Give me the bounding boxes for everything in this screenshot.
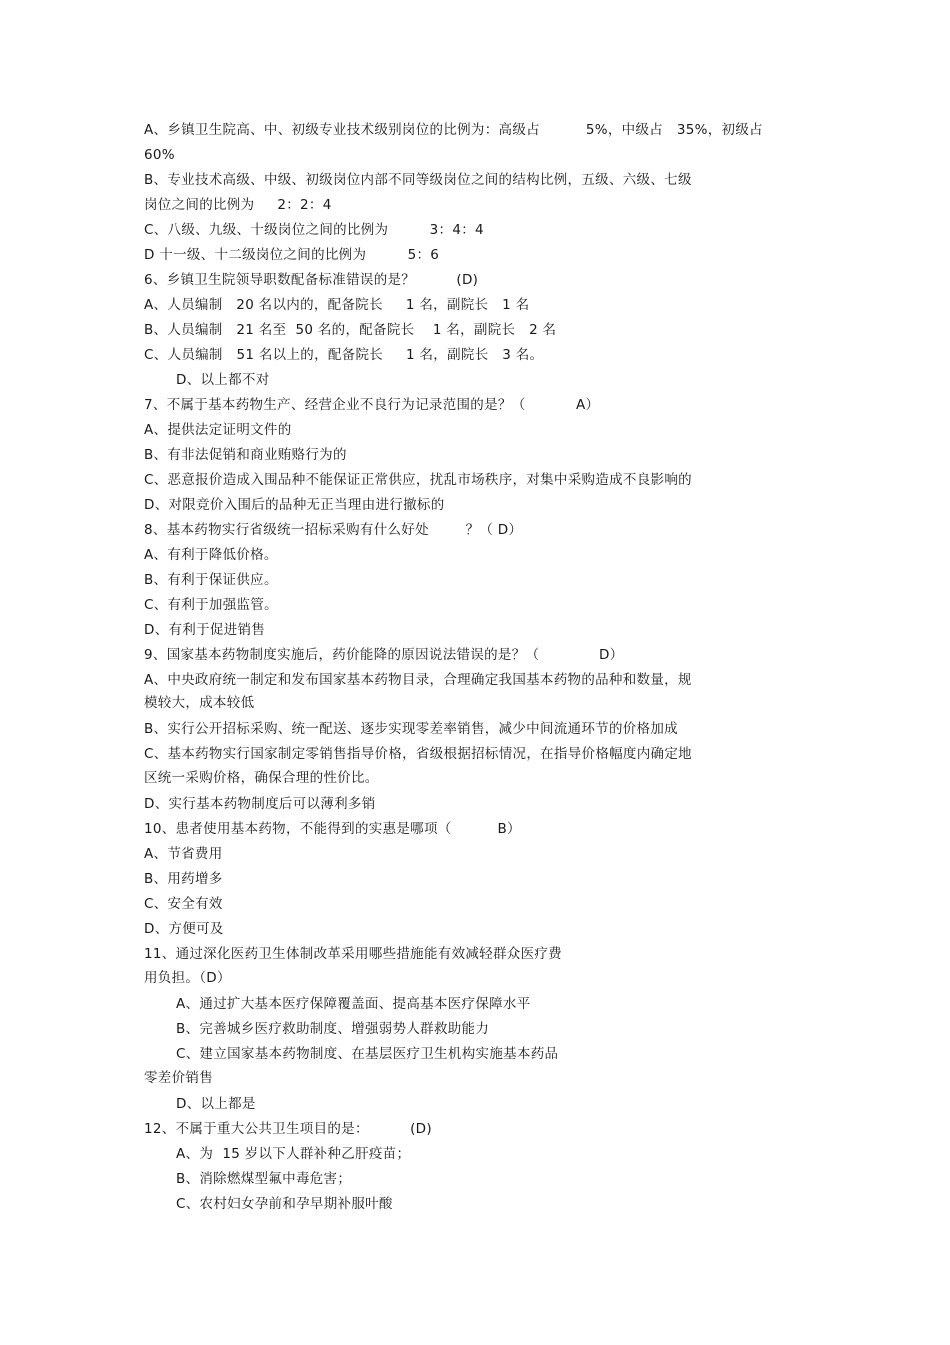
text-line: 用负担。（D） <box>144 970 231 986</box>
option-a: A、有利于降低价格。 <box>144 547 278 563</box>
option-b: B、有非法促销和商业贿赂行为的 <box>144 447 347 463</box>
text-line: 模较大，成本较低 <box>144 695 255 711</box>
question-8: 8、基本药物实行省级统一招标采购有什么好处 ？（ D） <box>144 522 523 538</box>
text-line: C、八级、九级、十级岗位之间的比例为 3：4：4 <box>144 222 484 238</box>
option-a: A、人员编制 20 名以内的，配备院长 1 名，副院长 1 名 <box>144 297 530 313</box>
text-line: 岗位之间的比例为 2：2：4 <box>144 197 332 213</box>
option-c: C、建立国家基本药物制度、在基层医疗卫生机构实施基本药品 <box>176 1046 559 1062</box>
option-d: D、实行基本药物制度后可以薄利多销 <box>144 796 376 812</box>
option-a: A、中央政府统一制定和发布国家基本药物目录，合理确定我国基本药物的品种和数量，规 <box>144 672 692 688</box>
option-c: C、安全有效 <box>144 896 223 912</box>
option-d: D、以上都是 <box>176 1096 256 1112</box>
text-line: B、专业技术高级、中级、初级岗位内部不同等级岗位之间的结构比例，五级、六级、七级 <box>144 172 692 188</box>
text-line: A、乡镇卫生院高、中、初级专业技术级别岗位的比例为：高级占 5%，中级占 35%，初级占 <box>144 122 763 138</box>
option-b: B、有利于保证供应。 <box>144 572 278 588</box>
question-11: 11、通过深化医药卫生体制改革采用哪些措施能有效减轻群众医疗费 <box>144 946 562 962</box>
question-9: 9、国家基本药物制度实施后，药价能降的原因说法错误的是？（ D） <box>144 647 624 663</box>
text-line: 60% <box>144 147 175 163</box>
option-c: C、有利于加强监管。 <box>144 597 278 613</box>
text-line: D 十一级、十二级岗位之间的比例为 5：6 <box>144 247 440 263</box>
option-c: C、基本药物实行国家制定零销售指导价格，省级根据招标情况，在指导价格幅度内确定地 <box>144 746 692 762</box>
option-d: D、有利于促进销售 <box>144 622 266 638</box>
option-b: B、完善城乡医疗救助制度、增强弱势人群救助能力 <box>176 1021 490 1037</box>
option-b: B、人员编制 21 名至 50 名的，配备院长 1 名，副院长 2 名 <box>144 322 557 338</box>
option-a: A、节省费用 <box>144 846 223 862</box>
option-c: C、人员编制 51 名以上的，配备院长 1 名，副院长 3 名。 <box>144 347 544 363</box>
question-7: 7、不属于基本药物生产、经营企业不良行为记录范围的是？（ A） <box>144 397 600 413</box>
option-b: B、用药增多 <box>144 871 223 887</box>
option-d: D、以上都不对 <box>176 372 270 388</box>
option-a: A、提供法定证明文件的 <box>144 422 292 438</box>
option-c: C、恶意报价造成入围品种不能保证正常供应，扰乱市场秩序，对集中采购造成不良影响的 <box>144 472 692 488</box>
question-10: 10、患者使用基本药物，不能得到的实惠是哪项（ B） <box>144 821 521 837</box>
option-a: A、通过扩大基本医疗保障覆盖面、提高基本医疗保障水平 <box>176 996 531 1012</box>
option-c: C、农村妇女孕前和孕早期补服叶酸 <box>176 1196 393 1212</box>
question-12: 12、不属于重大公共卫生项目的是： (D) <box>144 1121 432 1137</box>
text-line: 区统一采购价格，确保合理的性价比。 <box>144 770 379 786</box>
option-d: D、对限竞价入围后的品种无正当理由进行撤标的 <box>144 497 445 513</box>
option-b: B、消除燃煤型氟中毒危害； <box>176 1171 352 1187</box>
question-6: 6、乡镇卫生院领导职数配备标准错误的是？ (D) <box>144 272 479 288</box>
option-d: D、方便可及 <box>144 921 224 937</box>
option-a: A、为 15 岁以下人群补种乙肝疫苗； <box>176 1146 411 1162</box>
option-b: B、实行公开招标采购、统一配送、逐步实现零差率销售，减少中间流通环节的价格加成 <box>144 721 678 737</box>
text-line: 零差价销售 <box>144 1070 213 1086</box>
